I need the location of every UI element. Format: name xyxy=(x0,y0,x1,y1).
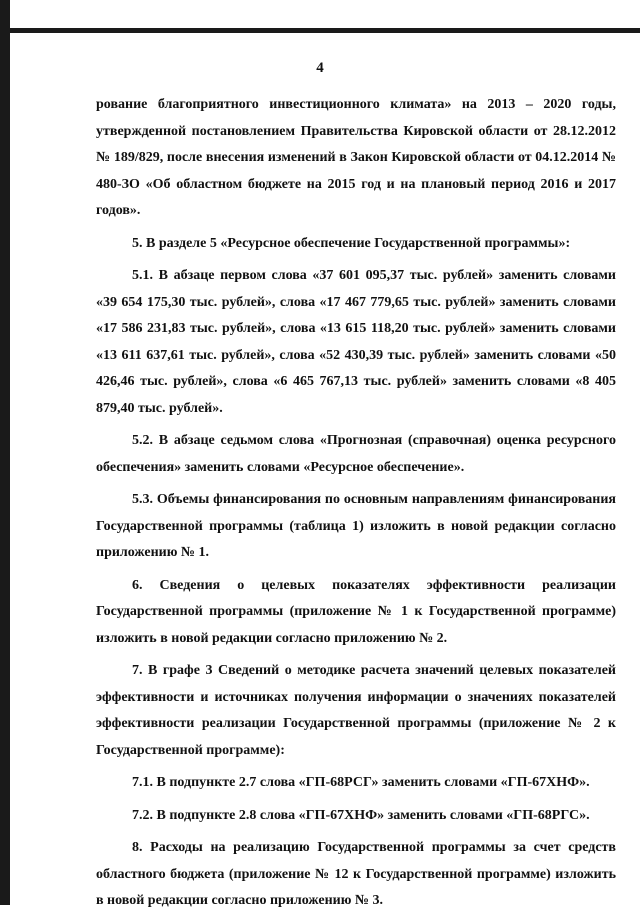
paragraph-continuation: рование благоприятного инвестиционного климата» на 2013 – 2020 годы, утвержденной постановлением Правительства Кировской области от 28.12.2012 № 189/829, после внесения изменений в Закон Кировской области от 04.12.2014 № 480-ЗО «Об областном бюджете на 2015 год и на плановый период 2016 и 2017 годов». xyxy=(96,97,616,218)
paragraph-item-5-3: 5.3. Объемы финансирования по основным направлениям финансирования Государственной программы (таблица 1) изложить в новой редакции согласно приложению № 1. xyxy=(96,492,616,560)
paragraph-item-8: 8. Расходы на реализацию Государственной программы за счет средств областного бюджета (приложение № 12 к Государственной программе) изложить в новой редакции согласно приложению № 3. xyxy=(96,840,616,908)
paragraph-item-6: 6. Сведения о целевых показателях эффективности реализации Государственной программы (приложение № 1 к Государственной программе) изложить в новой редакции согласно приложению № 2. xyxy=(96,577,616,646)
paragraph-item-7-1: 7.1. В подпункте 2.7 слова «ГП-68РСГ» заменить словами «ГП-67ХНФ». xyxy=(132,775,590,790)
paragraph-item-5-2: 5.2. В абзаце седьмом слова «Прогнозная (справочная) оценка ресурсного обеспечения» заменить словами «Ресурсное обеспечение». xyxy=(96,433,616,475)
scan-top-bar xyxy=(10,28,640,33)
paragraph-item-5-1: 5.1. В абзаце первом слова «37 601 095,37 тыс. рублей» заменить словами «39 654 175,30 тыс. рублей», слова «17 467 779,65 тыс. рублей» заменить словами «17 586 231,83 тыс. рублей», слова «13 615 118,20 тыс. рублей» заменить словами «13 611 637,61 тыс. рублей», слова «52 430,39 тыс. рублей» заменить словами «50 426,46 тыс. рублей», слова «6 465 767,13 тыс. рублей» заменить словами «8 405 879,40 тыс. рублей». xyxy=(96,268,616,416)
document-body xyxy=(96,92,616,921)
paragraph-item-7: 7. В графе 3 Сведений о методике расчета значений целевых показателей эффективности и источниках получения информации о значениях показателей эффективности реализации Государственной программы (приложение № 2 к Государственной программе): xyxy=(96,663,616,758)
paragraph-item-7-2: 7.2. В подпункте 2.8 слова «ГП-67ХНФ» заменить словами «ГП-68РГС». xyxy=(132,807,590,823)
paragraph-item-5: 5. В разделе 5 «Ресурсное обеспечение Государственной программы»: xyxy=(132,235,571,251)
page-number: 4 xyxy=(316,60,324,76)
